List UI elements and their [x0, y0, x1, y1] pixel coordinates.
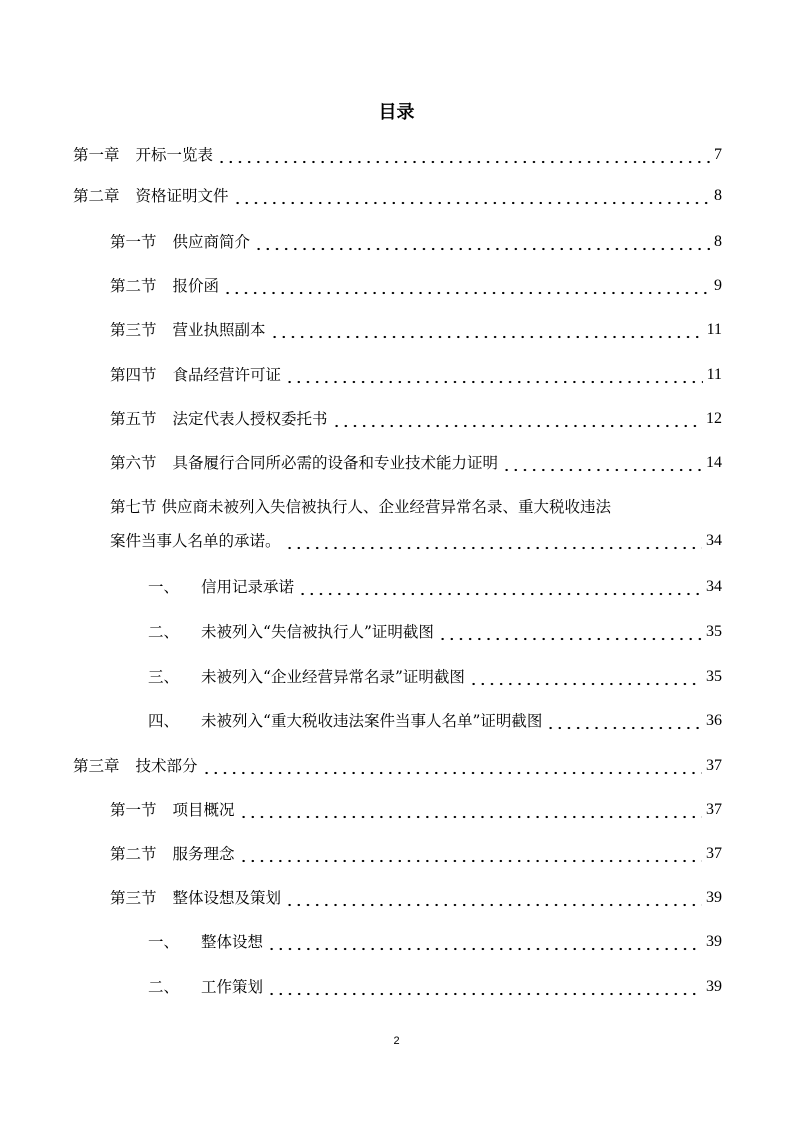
- toc-entry-text: 具备履行合同所必需的设备和专业技术能力证明: [172, 454, 499, 472]
- toc-entry[interactable]: [110, 364, 722, 386]
- toc-entry-number: 第一节: [110, 801, 157, 819]
- toc-entry[interactable]: [110, 231, 722, 253]
- toc-entry-line1: [110, 496, 722, 518]
- toc-entry-page: 37: [706, 757, 722, 774]
- toc-entry[interactable]: [148, 710, 722, 732]
- toc-entry-number: 第一节: [110, 233, 157, 251]
- toc-entry[interactable]: [73, 144, 722, 166]
- toc-entry-number: 第二章: [73, 187, 120, 205]
- toc-entry-text: 未被列入“企业经营异常名录”证明截图: [201, 668, 465, 686]
- dot-leader: [239, 843, 702, 865]
- toc-entry[interactable]: [148, 576, 722, 598]
- toc-entry-number: 第五节: [110, 410, 157, 428]
- dot-leader: [233, 185, 710, 207]
- dot-leader: [502, 452, 702, 474]
- toc-entry[interactable]: [110, 452, 722, 474]
- toc-entry-page: 14: [706, 454, 722, 471]
- toc-entry-page: 34: [706, 532, 722, 549]
- toc-entry-text: 营业执照副本: [172, 321, 266, 339]
- dot-leader: [332, 408, 702, 430]
- dot-leader: [469, 666, 702, 688]
- toc-entry[interactable]: [148, 621, 722, 643]
- dot-leader: [239, 799, 702, 821]
- toc-entry-text: 工作策划: [201, 978, 264, 996]
- dot-leader: [298, 576, 702, 598]
- toc-entry-number: 第三节: [110, 889, 157, 907]
- toc-entry-page: 37: [706, 845, 722, 862]
- dot-leader: [254, 231, 710, 253]
- page-number: 2: [393, 1035, 400, 1047]
- toc-entry[interactable]: [148, 666, 722, 688]
- toc-entry-number: 第六节: [110, 454, 157, 472]
- toc-entry[interactable]: [73, 755, 722, 777]
- toc-entry[interactable]: [110, 275, 722, 297]
- toc-entry-number: 三、: [148, 668, 180, 686]
- toc-entry-text: 整体设想及策划: [172, 889, 282, 907]
- toc-entry-number: 第三章: [73, 757, 120, 775]
- toc-entry-text: 食品经营许可证: [172, 366, 282, 384]
- toc-entry[interactable]: [110, 408, 722, 430]
- toc-entry-page: 8: [714, 233, 722, 250]
- toc-entry-page: 35: [706, 668, 722, 685]
- toc-entry-number: 二、: [148, 978, 180, 996]
- dot-leader: [270, 319, 703, 341]
- toc-entry-page: 8: [714, 187, 722, 204]
- dot-leader: [546, 710, 702, 732]
- toc-entry[interactable]: [110, 530, 722, 552]
- toc-entry[interactable]: [110, 887, 722, 909]
- dot-leader: [285, 530, 702, 552]
- toc-entry-text: 供应商未被列入失信被执行人、企业经营异常名录、重大税收违法: [161, 498, 611, 516]
- dot-leader: [202, 755, 702, 777]
- toc-entry-number: 一、: [148, 933, 180, 951]
- toc-entry-number: 第二节: [110, 277, 157, 295]
- toc-title: 目录: [378, 102, 415, 123]
- toc-entry[interactable]: [148, 931, 722, 953]
- toc-entry-number: 四、: [148, 712, 180, 730]
- toc-entry-page: 11: [706, 321, 722, 338]
- toc-entry[interactable]: [110, 799, 722, 821]
- toc-entry-text: 整体设想: [201, 933, 264, 951]
- toc-entry-page: 11: [706, 366, 722, 383]
- dot-leader: [267, 976, 702, 998]
- dot-leader: [438, 621, 702, 643]
- toc-entry-page: 12: [706, 410, 722, 427]
- toc-entry-text: 服务理念: [172, 845, 235, 863]
- toc-entry-page: 39: [706, 933, 722, 950]
- toc-entry-number: 二、: [148, 623, 180, 641]
- toc-entry[interactable]: [73, 185, 722, 207]
- toc-entry[interactable]: [110, 843, 722, 865]
- toc-entry-number: 第二节: [110, 845, 157, 863]
- toc-entry-text: 资格证明文件: [135, 187, 229, 205]
- toc-entry-page: 37: [706, 801, 722, 818]
- toc-entry-text: 项目概况: [172, 801, 235, 819]
- toc-entry-page: 35: [706, 623, 722, 640]
- toc-entry-text: 开标一览表: [135, 146, 214, 164]
- toc-entry-page: 9: [714, 277, 722, 294]
- toc-entry-page: 39: [706, 889, 722, 906]
- dot-leader: [285, 887, 702, 909]
- toc-entry[interactable]: [110, 319, 722, 341]
- toc-entry-number: 第七节: [110, 498, 157, 516]
- toc-entry-number: 第三节: [110, 321, 157, 339]
- toc-entry-page: 7: [714, 146, 722, 163]
- toc-entry-text: 未被列入“失信被执行人”证明截图: [201, 623, 434, 641]
- toc-entry-text: 报价函: [172, 277, 220, 295]
- toc-entry-text: 技术部分: [135, 757, 198, 775]
- toc-entry-page: 36: [706, 712, 722, 729]
- toc-entry-number: 第四节: [110, 366, 157, 384]
- toc-entry-page: 39: [706, 978, 722, 995]
- toc-entry-text: 未被列入“重大税收违法案件当事人名单”证明截图: [201, 712, 543, 730]
- toc-entry-text: 法定代表人授权委托书: [172, 410, 328, 428]
- toc-entry-text-cont: 案件当事人名单的承诺。: [110, 532, 281, 550]
- toc-entry-text: 供应商简介: [172, 233, 251, 251]
- dot-leader: [223, 275, 710, 297]
- dot-leader: [267, 931, 702, 953]
- toc-entry-number: 一、: [148, 578, 180, 596]
- dot-leader: [285, 364, 703, 386]
- toc-entry[interactable]: [148, 976, 722, 998]
- toc-entry-number: 第一章: [73, 146, 120, 164]
- dot-leader: [217, 144, 710, 166]
- toc-entry-text: 信用记录承诺: [201, 578, 295, 596]
- toc-entry-page: 34: [706, 578, 722, 595]
